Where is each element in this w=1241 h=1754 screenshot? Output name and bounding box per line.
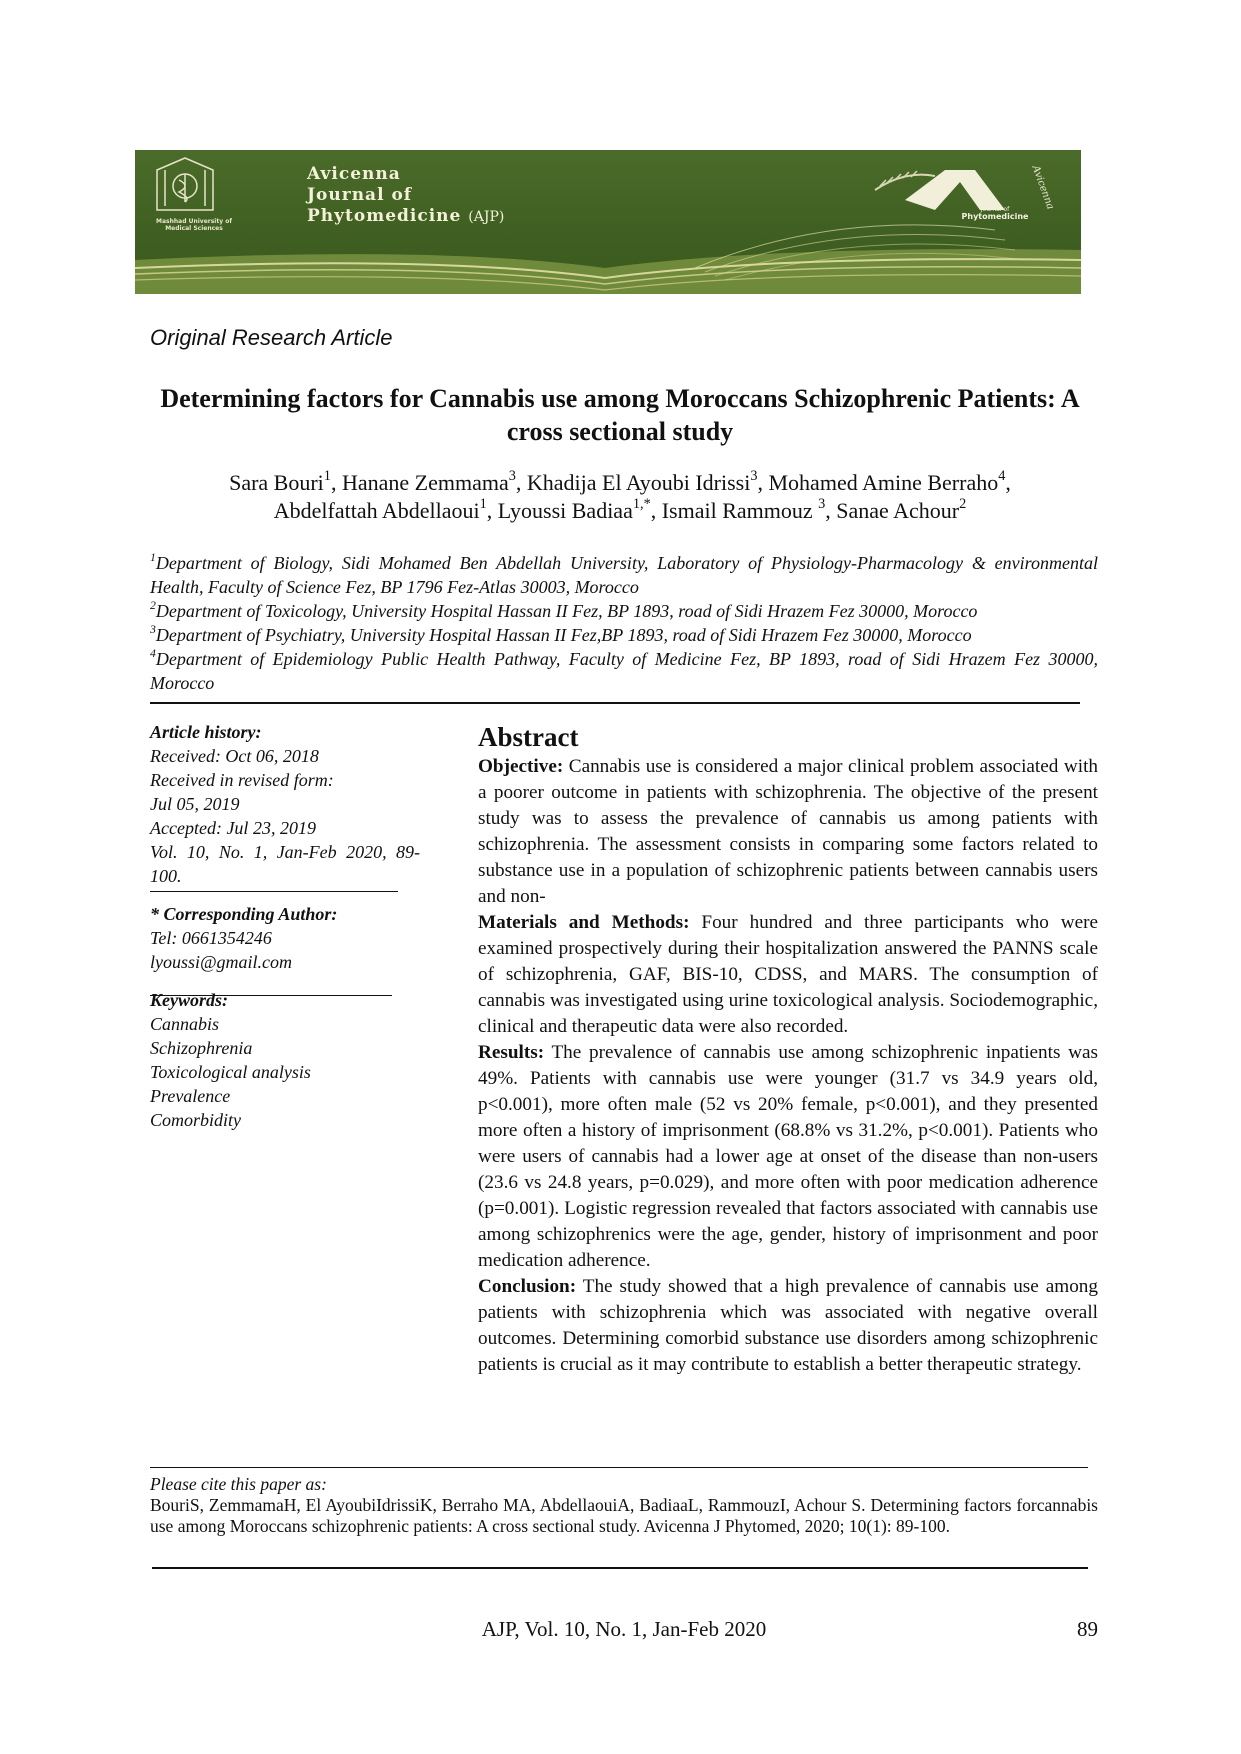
corresponding-author — [150, 902, 420, 974]
keyword-list — [150, 1012, 420, 1132]
abstract — [478, 720, 1098, 1378]
divider-citation-bottom — [152, 1567, 1088, 1569]
abstract-section — [478, 754, 1098, 910]
author-separator: , — [515, 470, 527, 495]
banner-right-logo-text — [945, 206, 1045, 221]
banner-vertical-label: Avicenna — [1029, 164, 1056, 212]
divider-abstract-bottom — [150, 1467, 1088, 1468]
volume-info: Vol. 10, No. 1, Jan-Feb 2020, 89-100. — [150, 842, 420, 886]
author-affiliation-mark: 1,* — [632, 496, 651, 513]
banner-title-line3: Phytomedicine — [307, 206, 462, 226]
affiliation-number: 1 — [150, 550, 156, 564]
corresponding-tel: Tel: 0661354246 — [150, 928, 272, 948]
author-name: Khadija El Ayoubi Idrissi — [526, 470, 751, 495]
page-number: 89 — [1077, 1617, 1098, 1641]
author-separator: , — [486, 498, 498, 523]
author-name: Abdelfattah Abdellaoui — [273, 498, 480, 523]
journal-logo-icon — [875, 170, 1005, 210]
abstract-section — [478, 1040, 1098, 1274]
author-separator: , — [757, 470, 769, 495]
author-name: Sanae Achour — [836, 498, 960, 523]
author-list — [150, 469, 1090, 525]
divider-top — [150, 702, 1080, 704]
banner-journal-title — [307, 164, 504, 228]
abstract-section-label: Materials and Methods: — [478, 912, 690, 933]
journal-banner — [135, 150, 1081, 294]
banner-artwork — [135, 150, 1081, 294]
author-name: Lyoussi Badiaa — [497, 498, 633, 523]
banner-right-text1: Journal of — [980, 206, 1010, 213]
abstract-section-text: The study showed that a high prevalence of cannabis use among patients with schizophrenia which was associated with negative overall outcomes. Determining comorbid substance use disorders among schizophrenic patients is crucial as it may contribute to establish a better therapeutic strategy. — [478, 1276, 1098, 1375]
author-separator: , — [1005, 470, 1011, 495]
abstract-section-label: Conclusion: — [478, 1276, 577, 1297]
article-title: Determining factors for Cannabis use among Moroccans Schizophrenic Patients: A cross sectional study — [160, 384, 1080, 446]
citation-text: BouriS, ZemmamaH, El AyoubiIdrissiK, Berraho MA, AbdellaouiA, BadiaaL, RammouzI, Achour S. Determining factors forcannabis use among Moroccans schizophrenic patients: A cross sectional study. Avicenna J Phytomed, 2020; 10(1): 89-100. — [150, 1495, 1098, 1536]
author-affiliation-mark: 1 — [479, 496, 487, 513]
affiliation-number: 4 — [150, 646, 156, 660]
affiliation-text: Department of Psychiatry, University Hospital Hassan II Fez,BP 1893, road of Sidi Hrazem Fez 30000, Morocco — [155, 625, 972, 645]
keyword-item: Comorbidity — [150, 1110, 242, 1130]
author-affiliation-mark: 4 — [998, 468, 1006, 485]
citation-label: Please cite this paper as: — [150, 1474, 327, 1494]
author-separator: , — [825, 498, 837, 523]
article-info-column — [150, 720, 420, 1132]
received-date: Received: Oct 06, 2018 — [150, 746, 319, 766]
banner-abbr: (AJP) — [468, 209, 505, 225]
corresponding-email[interactable]: lyoussi@gmail.com — [150, 952, 293, 972]
article-type: Original Research Article — [150, 325, 393, 350]
keywords-heading: Keywords: — [150, 990, 228, 1010]
affiliations — [150, 551, 1098, 695]
abstract-section-text: Four hundred and three participants who were examined prospectively during their hospitalization answered the PANNS scale of schizophrenia, GAF, BIS-10, CDSS, and MARS. The consumption of cannabis was investigated using urine toxicological analysis. Sociodemographic, clinical and therapeutic data were also recorded. — [478, 912, 1099, 1037]
author-affiliation-mark: 3 — [508, 468, 516, 485]
abstract-section-label: Objective: — [478, 756, 564, 777]
author-name: Ismail Rammouz — [661, 498, 819, 523]
keyword-item: Prevalence — [150, 1086, 231, 1106]
author-name: Sara Bouri — [229, 470, 324, 495]
footer-journal: AJP, Vol. 10, No. 1, Jan-Feb 2020 — [481, 1617, 767, 1641]
divider-history — [150, 891, 398, 892]
revised-date: Jul 05, 2019 — [150, 794, 240, 814]
divider-corresponding — [150, 995, 392, 996]
abstract-heading: Abstract — [478, 722, 579, 752]
abstract-body — [478, 754, 1098, 1378]
affiliation-item — [150, 623, 1098, 647]
author-affiliation-mark: 3 — [818, 496, 826, 513]
affiliation-number: 2 — [150, 598, 156, 612]
abstract-section — [478, 1274, 1098, 1378]
keyword-item: Schizophrenia — [150, 1038, 253, 1058]
affiliation-text: Department of Epidemiology Public Health Pathway, Faculty of Medicine Fez, BP 1893, road of Sidi Hrazem Fez 30000, Morocco — [150, 649, 1098, 693]
affiliation-item — [150, 599, 1098, 623]
affiliation-text: Department of Biology, Sidi Mohamed Ben Abdellah University, Laboratory of Physiology-Pharmacology & environmental Health, Faculty of Science Fez, BP 1796 Fez-Atlas 30003, Morocco — [150, 553, 1098, 597]
affiliation-item — [150, 551, 1098, 599]
keyword-item: Toxicological analysis — [150, 1062, 311, 1082]
affiliation-text: Department of Toxicology, University Hospital Hassan II Fez, BP 1893, road of Sidi Hrazem Fez 30000, Morocco — [155, 601, 978, 621]
abstract-section-label: Results: — [478, 1042, 545, 1063]
author-affiliation-mark: 3 — [750, 468, 758, 485]
abstract-section — [478, 910, 1098, 1040]
author-separator: , — [330, 470, 342, 495]
banner-title-line1: Avicenna — [307, 164, 401, 184]
affiliation-number: 3 — [150, 622, 156, 636]
banner-right-text2: Phytomedicine — [961, 212, 1029, 221]
citation-block — [150, 1474, 1098, 1537]
corresponding-heading: * Corresponding Author: — [150, 904, 338, 924]
keyword-item: Cannabis — [150, 1014, 220, 1034]
affiliation-item — [150, 647, 1098, 695]
author-name: Hanane Zemmama — [341, 470, 509, 495]
author-separator: , — [650, 498, 662, 523]
banner-university-name: Mashhad University of Medical Sciences — [156, 218, 232, 232]
accepted-date: Accepted: Jul 23, 2019 — [150, 818, 316, 838]
author-affiliation-mark: 1 — [323, 468, 331, 485]
revised-label: Received in revised form: — [150, 770, 334, 790]
author-name: Mohamed Amine Berraho — [768, 470, 999, 495]
banner-title-line2: Journal of — [307, 185, 413, 205]
keywords — [150, 988, 420, 1132]
abstract-section-text: The prevalence of cannabis use among schizophrenic inpatients was 49%. Patients with cannabis use were younger (31.7 vs 34.9 years old, p<0.001), more often male (52 vs 20% female, p<0.001), and they presented more often a history of imprisonment (68.8% vs 31.2%, p<0.001). Patients who were users of cannabis had a lower age at onset of the disease than non-users (23.6 vs 24.8 years, p=0.029), and more often with poor medication adherence (p=0.001). Logistic regression revealed that factors associated with cannabis use among schizophrenics were the age, gender, history of imprisonment and poor medication adherence. — [478, 1042, 1098, 1271]
history-heading: Article history: — [150, 722, 262, 742]
article-history — [150, 720, 420, 888]
abstract-section-text: Cannabis use is considered a major clinical problem associated with a poorer outcome in patients with schizophrenia. The objective of the present study was to assess the prevalence of cannabis us among patients with schizophrenia. The assessment consists in comparing some factors related to substance use in a population of schizophrenic patients between cannabis users and non- — [478, 756, 1098, 907]
author-affiliation-mark: 2 — [959, 496, 967, 513]
university-emblem-icon — [157, 158, 213, 210]
